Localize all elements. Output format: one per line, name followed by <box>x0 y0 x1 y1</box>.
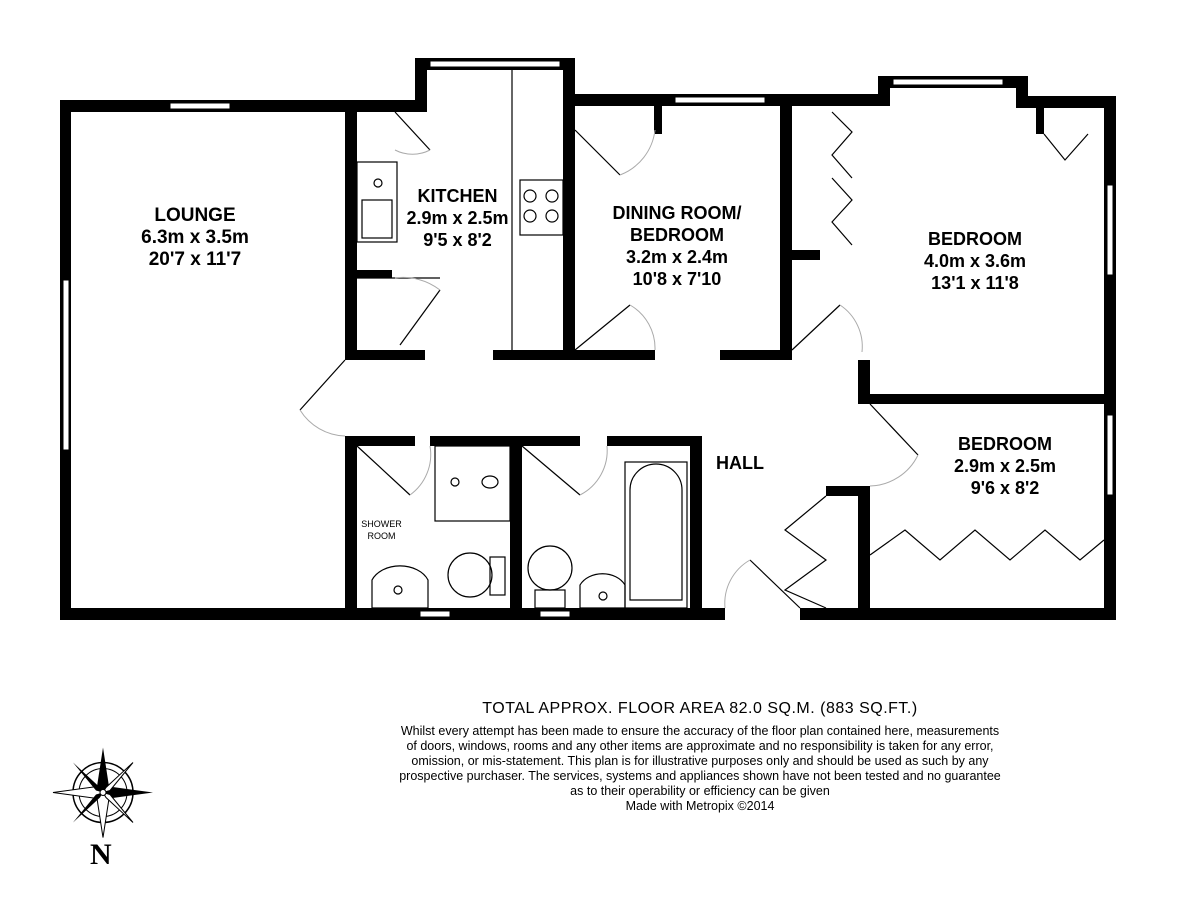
dining-metric: 3.2m x 2.4m <box>625 247 729 267</box>
dining-imperial: 10'8 x 7'10 <box>632 269 722 289</box>
room-label-hall <box>705 452 775 474</box>
bathroom-fixtures <box>528 462 687 608</box>
disclaimer-line: prospective purchaser. The services, systems and appliances shown have not been tested and no guarantee <box>399 769 1001 783</box>
lounge-name: LOUNGE <box>154 205 236 226</box>
footer <box>300 700 1100 814</box>
bedroom-1-imperial: 13'1 x 11'8 <box>931 273 1019 293</box>
dining-name-line2: BEDROOM <box>630 225 724 245</box>
north-label: N <box>90 838 112 871</box>
bedroom-1-name: BEDROOM <box>928 229 1022 249</box>
kitchen-name: KITCHEN <box>417 186 498 206</box>
bedroom-2-metric: 2.9m x 2.5m <box>953 456 1057 476</box>
kitchen-metric: 2.9m x 2.5m <box>406 208 509 228</box>
bedroom-1-metric: 4.0m x 3.6m <box>923 251 1027 271</box>
bedroom-2-name: BEDROOM <box>958 434 1052 454</box>
room-label-dining <box>592 202 762 290</box>
dining-name-line1: DINING ROOM/ <box>612 203 742 223</box>
lounge-metric: 6.3m x 3.5m <box>141 227 249 248</box>
room-label-bedroom-1 <box>920 228 1030 294</box>
room-label-bedroom-2 <box>950 433 1060 499</box>
disclaimer-line: omission, or mis-statement. This plan is for illustrative purposes only and should be used as such by any <box>411 754 989 768</box>
room-label-shower <box>354 518 409 542</box>
shower-line1: SHOWER <box>361 519 402 529</box>
lounge-imperial: 20'7 x 11'7 <box>148 249 242 270</box>
bedroom-2-imperial: 9'6 x 8'2 <box>970 478 1040 498</box>
disclaimer-line: as to their operability or efficiency can be given <box>570 784 830 798</box>
shower-line2: ROOM <box>367 531 396 541</box>
disclaimer <box>300 724 1100 814</box>
kitchen-imperial: 9'5 x 8'2 <box>423 230 492 250</box>
made-with-credit: Made with Metropix ©2014 <box>625 799 775 813</box>
total-floor-area: TOTAL APPROX. FLOOR AREA 82.0 SQ.M. (883 SQ.FT.) <box>482 700 918 717</box>
disclaimer-line: Whilst every attempt has been made to ensure the accuracy of the floor plan contained here, measurements <box>400 724 1000 738</box>
room-label-kitchen <box>395 185 520 251</box>
interior-walls <box>345 100 1116 616</box>
room-label-lounge <box>130 205 260 271</box>
hall-name: HALL <box>716 453 764 473</box>
disclaimer-line: of doors, windows, rooms and any other items are approximate and no responsibility is taken for any error, <box>406 739 994 753</box>
